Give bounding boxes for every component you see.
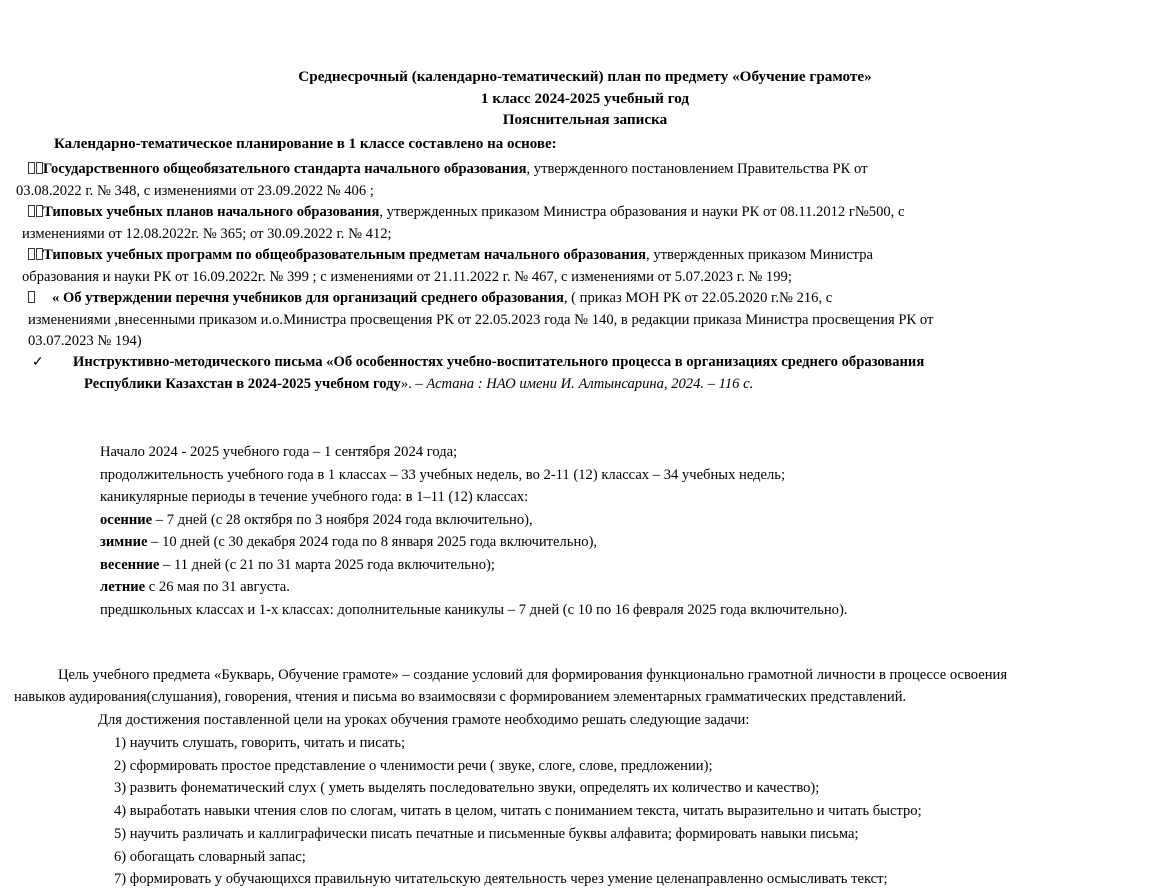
list-item xyxy=(14,159,1152,202)
schedule-row-bold: летние xyxy=(100,579,146,596)
list-item-prefix: « xyxy=(52,290,63,307)
list-item-bold-text: Типовых учебных программ по общеобразовательным предметам начального образования xyxy=(43,247,647,264)
list-item-lead xyxy=(32,352,1152,374)
list-item-continuation xyxy=(84,374,1152,395)
list-item-rest-text: , утвержденных приказом Министра образования и науки РК от 08.11.2012 г№500, с xyxy=(379,204,905,221)
list-item-lead xyxy=(14,245,1152,266)
missing-glyph-icon xyxy=(28,205,35,217)
checkmark-icon: ✓ xyxy=(32,355,44,371)
list-item xyxy=(14,202,1152,245)
list-item-continuation-2: 03.07.2023 № 194) xyxy=(28,332,142,349)
document-title-line-1: Среднесрочный (календарно-тематический) план по предмету «Обучение грамоте» xyxy=(298,68,872,85)
list-item-tail-italic: Астана : НАО имени И. Алтынсарина, 2024. – 116 с. xyxy=(426,376,754,392)
list-item-bold-text: Об утверждении перечня учебников для организаций среднего образования xyxy=(62,290,564,307)
list-item-lead xyxy=(14,202,1152,223)
intro-line: Календарно-тематическое планирование в 1 классе составлено на основе: xyxy=(54,135,557,152)
task-item: 1) научить слушать, говорить, читать и писать; xyxy=(114,734,406,751)
list-item xyxy=(14,245,1152,288)
schedule-row-text: продолжительность учебного года в 1 классах – 33 учебных недель, во 2-11 (12) классах – 34 учебных недель; xyxy=(100,466,786,483)
list-item-lead xyxy=(28,288,1152,309)
list-item-rest-text: , утвержденных приказом Министра xyxy=(646,247,874,264)
schedule-row-text: предшкольных классах и 1-х классах: дополнительные каникулы – 7 дней (с 10 по 16 февраля 2025 года включительно). xyxy=(100,601,848,618)
task-item: 5) научить различать и каллиграфически писать печатные и письменные буквы алфавита; формировать навыки письма; xyxy=(114,825,859,842)
schedule-row-bold: осенние xyxy=(100,511,153,528)
missing-glyph-icon xyxy=(28,291,35,303)
missing-glyph-icon xyxy=(36,205,43,217)
list-item-rest-text: , утвержденного постановлением Правительства РК от xyxy=(526,161,868,178)
list-item-rest-text: , ( приказ МОН РК от 22.05.2020 г.№ 216, с xyxy=(563,290,833,307)
schedule-row-text: – 10 дней (с 30 декабря 2024 года по 8 января 2025 года включительно), xyxy=(147,534,598,551)
schedule-row-bold: весенние xyxy=(100,556,160,573)
task-item: 2) сформировать простое представление о членимости речи ( звуке, слоге, слове, предложении); xyxy=(114,757,713,774)
task-item: 3) развить фонематический слух ( уметь выделять последовательно звуки, определять их количество и качество); xyxy=(114,780,820,797)
list-item-bold-text: Государственного общеобязательного стандарта начального образования xyxy=(43,161,527,178)
schedule-row-autumn xyxy=(100,509,1170,531)
list-item-continuation: образования и науки РК от 16.09.2022г. № 399 ; с изменениями от 21.11.2022 г. № 467, с изменениями от 5.07.2023 г. № 199; xyxy=(22,268,792,285)
list-item xyxy=(14,288,1152,352)
purpose-line-2: навыков аудирования(слушания), говорения, чтения и письма во взаимосвязи с формированием элементарных грамматических представлений. xyxy=(14,689,907,706)
schedule-row-text: Начало 2024 - 2025 учебного года – 1 сентября 2024 года; xyxy=(100,444,458,461)
basis-documents-list xyxy=(0,159,1170,395)
list-item-bold-text-2: Республики Казахстан в 2024-2025 учебном году xyxy=(84,376,401,392)
goals-and-tasks-section xyxy=(0,665,1170,891)
schedule-row xyxy=(100,464,1170,486)
schedule-row-text: – 7 дней (с 28 октября по 3 ноября 2024 года включительно), xyxy=(152,511,533,528)
schedule-row-summer xyxy=(100,576,1170,598)
missing-glyph-icon xyxy=(28,162,35,174)
schedule-row-text: каникулярные периоды в течение учебного года: в 1–11 (12) классах: xyxy=(100,489,529,506)
purpose-line-1: Цель учебного предмета «Букварь, Обучение грамоте» – создание условий для формирования функционально грамотной личности в процессе освоения xyxy=(58,667,1008,684)
missing-glyph-icon xyxy=(36,162,43,174)
schedule-row-winter xyxy=(100,531,1170,553)
list-item-continuation: изменениями от 12.08.2022г. № 365; от 30.09.2022 г. № 412; xyxy=(22,225,392,242)
schedule-row-spring xyxy=(100,554,1170,576)
schedule-row-bold: зимние xyxy=(100,534,148,551)
list-item-lead xyxy=(14,159,1152,180)
task-item: 6) обогащать словарный запас; xyxy=(114,848,306,865)
task-item: 7) формировать у обучающихся правильную читательскую деятельность через умение целенаправленно осмысливать текст; xyxy=(114,871,888,888)
list-item xyxy=(14,352,1152,395)
list-item-bold-text: Инструктивно-методического письма «Об особенностях учебно-воспитательного процесса в организациях среднего образования xyxy=(73,354,925,371)
academic-year-schedule xyxy=(0,441,1170,621)
task-item: 4) выработать навыки чтения слов по слогам, читать в целом, читать с пониманием текста, читать выразительно и читать быстро; xyxy=(114,803,922,820)
title-block xyxy=(0,0,1170,131)
schedule-row-preschool xyxy=(100,599,1170,621)
document-subtitle-explanatory-note: Пояснительная записка xyxy=(502,111,668,129)
schedule-row-text: – 11 дней (с 21 по 31 марта 2025 года включительно); xyxy=(159,556,495,573)
list-item-continuation: 03.08.2022 г. № 348, с изменениями от 23.09.2022 № 406 ; xyxy=(16,182,374,199)
list-item-tail-normal: ». – xyxy=(400,376,427,392)
list-item-bold-text: Типовых учебных планов начального образования xyxy=(43,204,380,221)
list-item-continuation: изменениями ,внесенными приказом и.о.Министра просвещения РК от 22.05.2023 года № 140, в редакции приказа Министра просвещения РК от xyxy=(28,311,934,328)
missing-glyph-icon xyxy=(36,248,43,260)
schedule-row xyxy=(100,441,1170,463)
missing-glyph-icon xyxy=(28,248,35,260)
tasks-intro: Для достижения поставленной цели на уроках обучения грамоте необходимо решать следующие задачи: xyxy=(98,711,750,728)
schedule-row xyxy=(100,486,1170,508)
document-title-line-2: 1 класс 2024-2025 учебный год xyxy=(480,89,690,107)
schedule-row-text: с 26 мая по 31 августа. xyxy=(145,579,290,596)
